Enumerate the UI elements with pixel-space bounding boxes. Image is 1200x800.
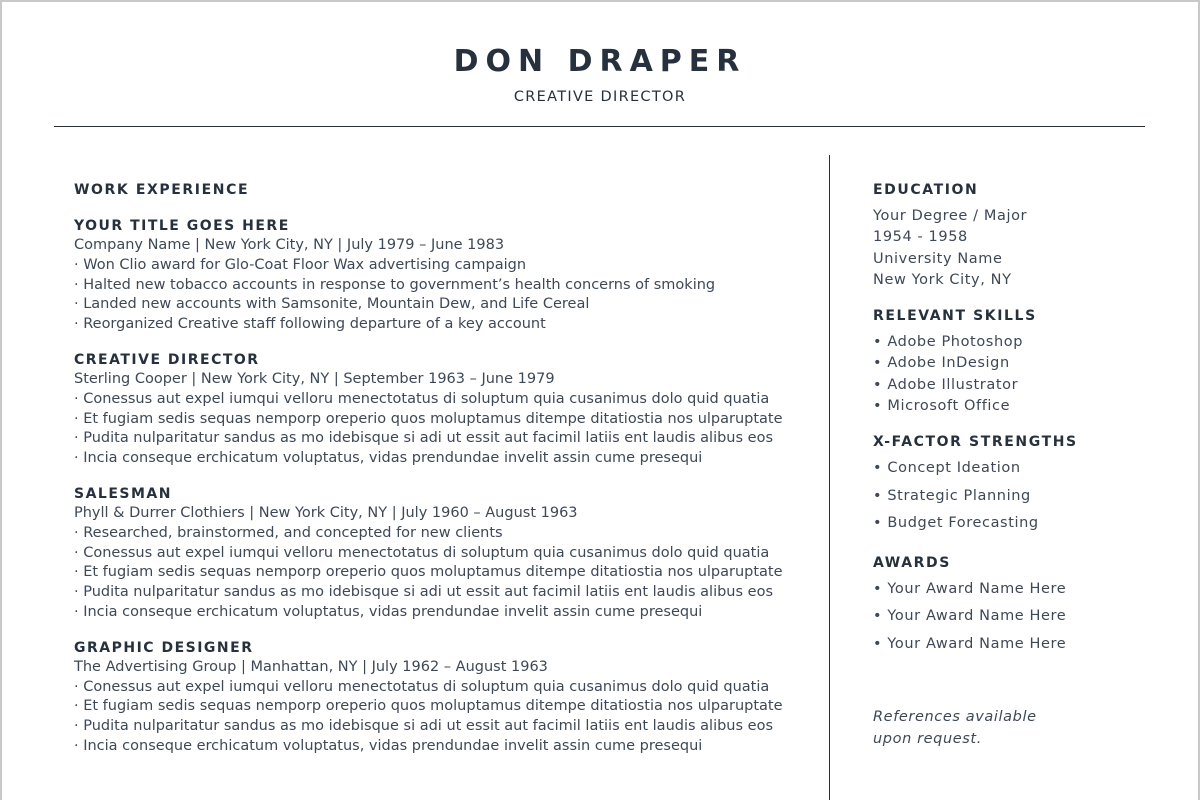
references-line: upon request. [873, 731, 982, 747]
job-role: SALESMAN [74, 485, 172, 502]
job-bullet: · Pudita nulparitatur sandus as mo idebisque si adi ut essit aut facimil latiis ent laudis alibus eos [74, 429, 819, 449]
skill-item: • Adobe Photoshop [873, 332, 1173, 353]
job-role: YOUR TITLE GOES HERE [74, 218, 290, 234]
skill-item: • Adobe Illustrator [873, 375, 1173, 396]
job-entry [74, 351, 819, 469]
job-meta: Company Name | New York City, NY | July 1979 – June 1983 [74, 237, 505, 253]
education-heading: EDUCATION [873, 182, 979, 198]
education-line: New York City, NY [873, 271, 1012, 288]
job-meta: Sterling Cooper | New York City, NY | September 1963 – June 1979 [74, 370, 555, 387]
education-line: University Name [873, 250, 1003, 267]
skill-item: • Microsoft Office [873, 396, 1173, 417]
awards-list [873, 576, 1173, 659]
awards-section [873, 554, 1173, 659]
column-divider [829, 155, 830, 800]
strengths-list [873, 455, 1173, 538]
job-entry [74, 217, 819, 335]
job-bullet: · Conessus aut expel iumqui velloru menectotatus di soluptum quia cusanimus dolo quid quatia [74, 544, 819, 564]
candidate-name: DON DRAPER [453, 44, 747, 79]
job-bullet: · Incia conseque erchicatum voluptatus, vidas prendundae invelit assin cume presequi [74, 737, 819, 757]
job-bullet: · Conessus aut expel iumqui velloru menectotatus di soluptum quia cusanimus dolo quid quatia [74, 390, 819, 410]
job-role: GRAPHIC DESIGNER [74, 639, 254, 656]
references-line: References available [873, 709, 1037, 725]
job-bullet: · Incia conseque erchicatum voluptatus, vidas prendundae invelit assin cume presequi [74, 449, 819, 469]
strength-item: • Budget Forecasting [873, 510, 1173, 538]
education-line: Your Degree / Major [873, 208, 1028, 224]
job-bullet: · Researched, brainstormed, and concepted for new clients [74, 524, 819, 544]
job-bullet: · Landed new accounts with Samsonite, Mountain Dew, and Life Cereal [74, 295, 819, 315]
education-line: 1954 - 1958 [873, 229, 968, 246]
skill-item: • Adobe InDesign [873, 353, 1173, 374]
job-entry [74, 639, 819, 757]
education-section [873, 181, 1173, 291]
header-divider [54, 126, 1145, 127]
job-bullet: · Pudita nulparitatur sandus as mo idebisque si adi ut essit aut facimil latiis ent laudis alibus eos [74, 717, 819, 737]
award-item: • Your Award Name Here [873, 631, 1173, 659]
job-meta: Phyll & Durrer Clothiers | New York City, NY | July 1960 – August 1963 [74, 504, 578, 521]
strength-item: • Concept Ideation [873, 455, 1173, 483]
job-bullet: · Incia conseque erchicatum voluptatus, vidas prendundae invelit assin cume presequi [74, 603, 819, 623]
work-experience-section [74, 181, 819, 773]
job-bullet: · Pudita nulparitatur sandus as mo idebisque si adi ut essit aut facimil latiis ent laudis alibus eos [74, 583, 819, 603]
skills-heading: RELEVANT SKILLS [873, 308, 1037, 325]
strength-item: • Strategic Planning [873, 483, 1173, 511]
job-bullet: · Won Clio award for Glo-Coat Floor Wax advertising campaign [74, 256, 819, 276]
job-bullet: · Et fugiam sedis sequas nemporp oreperio quos moluptamus ditempe ditatiostia nos ulparuptate [74, 697, 819, 717]
sidebar [873, 181, 1173, 674]
job-bullet: · Conessus aut expel iumqui velloru menectotatus di soluptum quia cusanimus dolo quid quatia [74, 678, 819, 698]
job-bullet: · Et fugiam sedis sequas nemporp oreperio quos moluptamus ditempe ditatiostia nos ulparuptate [74, 563, 819, 583]
job-entry [74, 485, 819, 623]
award-item: • Your Award Name Here [873, 603, 1173, 631]
candidate-title: CREATIVE DIRECTOR [513, 89, 687, 105]
work-experience-heading: WORK EXPERIENCE [74, 182, 250, 198]
job-role: CREATIVE DIRECTOR [74, 351, 260, 368]
job-bullet: · Et fugiam sedis sequas nemporp oreperio quos moluptamus ditempe ditatiostia nos ulparuptate [74, 410, 819, 430]
job-meta: The Advertising Group | Manhattan, NY | July 1962 – August 1963 [74, 658, 548, 675]
skills-section [873, 307, 1173, 417]
references-note [873, 706, 1037, 750]
job-bullet: · Halted new tobacco accounts in response to government’s health concerns of smoking [74, 276, 819, 296]
job-bullet: · Reorganized Creative staff following departure of a key account [74, 315, 819, 335]
strengths-heading: X-FACTOR STRENGTHS [873, 434, 1078, 451]
strengths-section [873, 433, 1173, 538]
awards-heading: AWARDS [873, 554, 951, 571]
award-item: • Your Award Name Here [873, 576, 1173, 604]
